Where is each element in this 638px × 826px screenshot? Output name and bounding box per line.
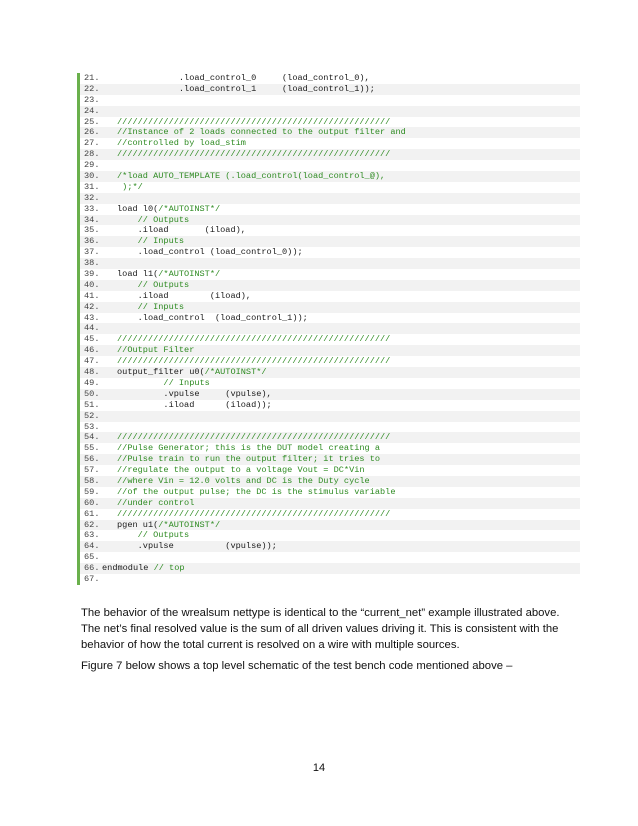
code-text xyxy=(102,443,380,454)
code-line xyxy=(80,204,580,215)
code-comment: ///////////////////////////////////////////////////// xyxy=(117,508,391,519)
line-number: 35. xyxy=(84,225,100,236)
line-number: 37. xyxy=(84,247,100,258)
code-line xyxy=(80,193,580,204)
code-text xyxy=(102,236,184,247)
code-comment: // Outputs xyxy=(137,279,190,290)
line-number: 25. xyxy=(84,116,100,127)
line-number: 45. xyxy=(84,334,100,345)
code-line xyxy=(80,476,580,487)
code-comment: );*/ xyxy=(117,181,143,192)
code-token xyxy=(117,215,138,225)
code-line xyxy=(80,138,580,149)
line-number: 50. xyxy=(84,388,100,399)
code-line xyxy=(80,291,580,302)
code-line xyxy=(80,313,580,324)
code-line xyxy=(80,432,580,443)
code-line xyxy=(80,422,580,433)
code-line xyxy=(80,269,580,280)
code-token: .iload (iload), xyxy=(117,225,246,236)
code-line xyxy=(80,117,580,128)
line-number: 44. xyxy=(84,323,100,334)
line-number: 59. xyxy=(84,486,100,497)
code-token: .load_control_1 (load_control_1)); xyxy=(117,83,375,94)
code-token: endmodule xyxy=(102,563,154,574)
code-text xyxy=(102,149,390,160)
code-line xyxy=(80,367,580,378)
code-line xyxy=(80,411,580,422)
code-line xyxy=(80,454,580,465)
code-text xyxy=(102,127,406,138)
code-listing xyxy=(77,73,580,585)
code-line xyxy=(80,498,580,509)
line-number: 32. xyxy=(84,192,100,203)
code-comment: ///////////////////////////////////////////////////// xyxy=(117,432,391,443)
line-number: 46. xyxy=(84,345,100,356)
code-line xyxy=(80,215,580,226)
code-text xyxy=(102,378,210,389)
code-text xyxy=(102,389,272,400)
code-comment: // Inputs xyxy=(163,377,210,388)
code-line xyxy=(80,84,580,95)
line-number: 28. xyxy=(84,149,100,160)
line-number: 43. xyxy=(84,312,100,323)
code-comment: // Inputs xyxy=(137,301,185,312)
code-text xyxy=(102,182,143,193)
line-number: 65. xyxy=(84,552,100,563)
code-comment: //of the output pulse; the DC is the stimulus variable xyxy=(117,486,396,497)
line-number: 24. xyxy=(84,105,100,116)
code-token: .load_control (load_control_1)); xyxy=(117,312,308,323)
line-number: 61. xyxy=(84,508,100,519)
code-text xyxy=(102,563,185,574)
line-number: 54. xyxy=(84,432,100,443)
code-line xyxy=(80,552,580,563)
code-line xyxy=(80,247,580,258)
code-line xyxy=(80,73,580,84)
line-number: 64. xyxy=(84,541,100,552)
line-number: 62. xyxy=(84,519,100,530)
code-comment: /*load AUTO_TEMPLATE (.load_control(load_control_@), xyxy=(117,171,386,182)
code-token: .iload (iload)); xyxy=(117,399,272,410)
code-line xyxy=(80,400,580,411)
code-text xyxy=(102,313,308,324)
code-comment: // Inputs xyxy=(137,236,185,247)
code-line xyxy=(80,465,580,476)
code-line xyxy=(80,127,580,138)
code-line xyxy=(80,171,580,182)
code-text xyxy=(102,171,385,182)
code-text xyxy=(102,367,267,378)
line-number: 34. xyxy=(84,214,100,225)
code-comment: ///////////////////////////////////////////////////// xyxy=(117,334,391,345)
code-comment: //Output Filter xyxy=(117,345,195,356)
code-line xyxy=(80,106,580,117)
code-line xyxy=(80,302,580,313)
code-token: .vpulse (vpulse)); xyxy=(117,541,277,552)
code-text xyxy=(102,225,246,236)
code-line xyxy=(80,258,580,269)
code-comment: // Outputs xyxy=(137,214,190,225)
line-number: 67. xyxy=(84,573,100,584)
line-number: 30. xyxy=(84,171,100,182)
code-line xyxy=(80,574,580,585)
code-comment: //regulate the output to a voltage Vout = DC*Vin xyxy=(117,465,365,476)
code-line xyxy=(80,443,580,454)
code-line xyxy=(80,356,580,367)
code-comment: //where Vin = 12.0 volts and DC is the Duty cycle xyxy=(117,475,370,486)
code-token xyxy=(117,530,138,540)
line-number: 55. xyxy=(84,443,100,454)
line-number: 40. xyxy=(84,279,100,290)
code-text xyxy=(102,334,390,345)
code-comment: ///////////////////////////////////////////////////// xyxy=(117,116,391,127)
code-comment: /*AUTOINST*/ xyxy=(158,269,221,280)
code-comment: //under control xyxy=(117,497,195,508)
line-number: 36. xyxy=(84,236,100,247)
code-token: .iload (iload), xyxy=(117,290,252,301)
code-comment: //Pulse Generator; this is the DUT model creating a xyxy=(117,443,381,454)
line-number: 53. xyxy=(84,421,100,432)
line-number: 21. xyxy=(84,73,100,83)
code-text xyxy=(102,73,370,84)
code-text xyxy=(102,454,380,465)
line-number: 31. xyxy=(84,181,100,192)
code-comment: // Outputs xyxy=(137,530,190,541)
code-text xyxy=(102,509,390,520)
code-line xyxy=(80,280,580,291)
code-text xyxy=(102,138,246,149)
line-number: 27. xyxy=(84,138,100,149)
line-number: 42. xyxy=(84,301,100,312)
code-line xyxy=(80,530,580,541)
line-number: 38. xyxy=(84,258,100,269)
code-text xyxy=(102,117,390,128)
code-token: load l1( xyxy=(117,269,159,280)
code-token xyxy=(117,236,138,246)
code-line xyxy=(80,487,580,498)
code-comment: //controlled by load_stim xyxy=(117,138,246,149)
code-comment: /*AUTOINST*/ xyxy=(158,519,221,530)
code-comment: // top xyxy=(153,563,185,574)
code-text xyxy=(102,215,189,226)
line-number: 23. xyxy=(84,94,100,105)
line-number: 58. xyxy=(84,475,100,486)
code-line xyxy=(80,182,580,193)
code-text xyxy=(102,476,370,487)
code-text xyxy=(102,498,194,509)
line-number: 60. xyxy=(84,497,100,508)
line-number: 56. xyxy=(84,454,100,465)
code-text xyxy=(102,291,251,302)
code-text xyxy=(102,541,277,552)
code-token: .vpulse (vpulse), xyxy=(117,388,272,399)
code-comment: /*AUTOINST*/ xyxy=(158,203,221,214)
line-number: 57. xyxy=(84,465,100,476)
code-line xyxy=(80,149,580,160)
code-token xyxy=(117,280,138,290)
code-text xyxy=(102,84,375,95)
line-number: 52. xyxy=(84,410,100,421)
code-token: pgen u1( xyxy=(117,519,159,530)
body-paragraph: The behavior of the wrealsum nettype is identical to the “current_net” example illustrated above. The net’s final resolved value is the sum of all driven values driving it. This is consistent with the behavior of how the total current is resolved on a wire with multiple sources. xyxy=(81,607,560,652)
line-number: 48. xyxy=(84,367,100,378)
line-number: 33. xyxy=(84,203,100,214)
code-comment: //Pulse train to run the output filter; it tries to xyxy=(117,454,381,465)
code-token xyxy=(117,378,163,388)
code-text xyxy=(102,487,395,498)
code-line xyxy=(80,95,580,106)
line-number: 26. xyxy=(84,127,100,138)
code-line xyxy=(80,345,580,356)
code-comment: //Instance of 2 loads connected to the output filter and xyxy=(117,127,406,138)
line-number: 47. xyxy=(84,356,100,367)
code-comment: /*AUTOINST*/ xyxy=(204,367,267,378)
code-text xyxy=(102,247,303,258)
code-line xyxy=(80,334,580,345)
code-line xyxy=(80,389,580,400)
code-text xyxy=(102,465,365,476)
code-text xyxy=(102,432,390,443)
code-line xyxy=(80,541,580,552)
code-text xyxy=(102,345,194,356)
code-text xyxy=(102,204,220,215)
code-token: .load_control (load_control_0)); xyxy=(117,247,303,258)
code-text xyxy=(102,280,189,291)
line-number: 49. xyxy=(84,377,100,388)
code-token: .load_control_0 (load_control_0), xyxy=(117,73,370,83)
code-text xyxy=(102,302,184,313)
code-text xyxy=(102,356,390,367)
page-number: 14 xyxy=(312,762,326,774)
line-number: 22. xyxy=(84,83,100,94)
code-text xyxy=(102,400,272,411)
code-comment: ///////////////////////////////////////////////////// xyxy=(117,149,391,160)
code-token: load l0( xyxy=(117,203,159,214)
code-line xyxy=(80,160,580,171)
code-line xyxy=(80,323,580,334)
line-number: 66. xyxy=(84,563,100,574)
code-token: output_filter u0( xyxy=(117,367,205,378)
line-number: 51. xyxy=(84,399,100,410)
line-number: 39. xyxy=(84,269,100,280)
code-line xyxy=(80,520,580,531)
line-number: 63. xyxy=(84,530,100,541)
code-text xyxy=(102,269,220,280)
figure-reference-paragraph: Figure 7 below shows a top level schematic of the test bench code mentioned above – xyxy=(81,660,513,672)
code-line xyxy=(80,225,580,236)
code-line xyxy=(80,509,580,520)
line-number: 41. xyxy=(84,290,100,301)
code-comment: ///////////////////////////////////////////////////// xyxy=(117,356,391,367)
code-line xyxy=(80,236,580,247)
code-line xyxy=(80,378,580,389)
line-number: 29. xyxy=(84,160,100,171)
code-line xyxy=(80,563,580,574)
code-text xyxy=(102,530,189,541)
code-text xyxy=(102,520,220,531)
code-token xyxy=(117,302,138,312)
